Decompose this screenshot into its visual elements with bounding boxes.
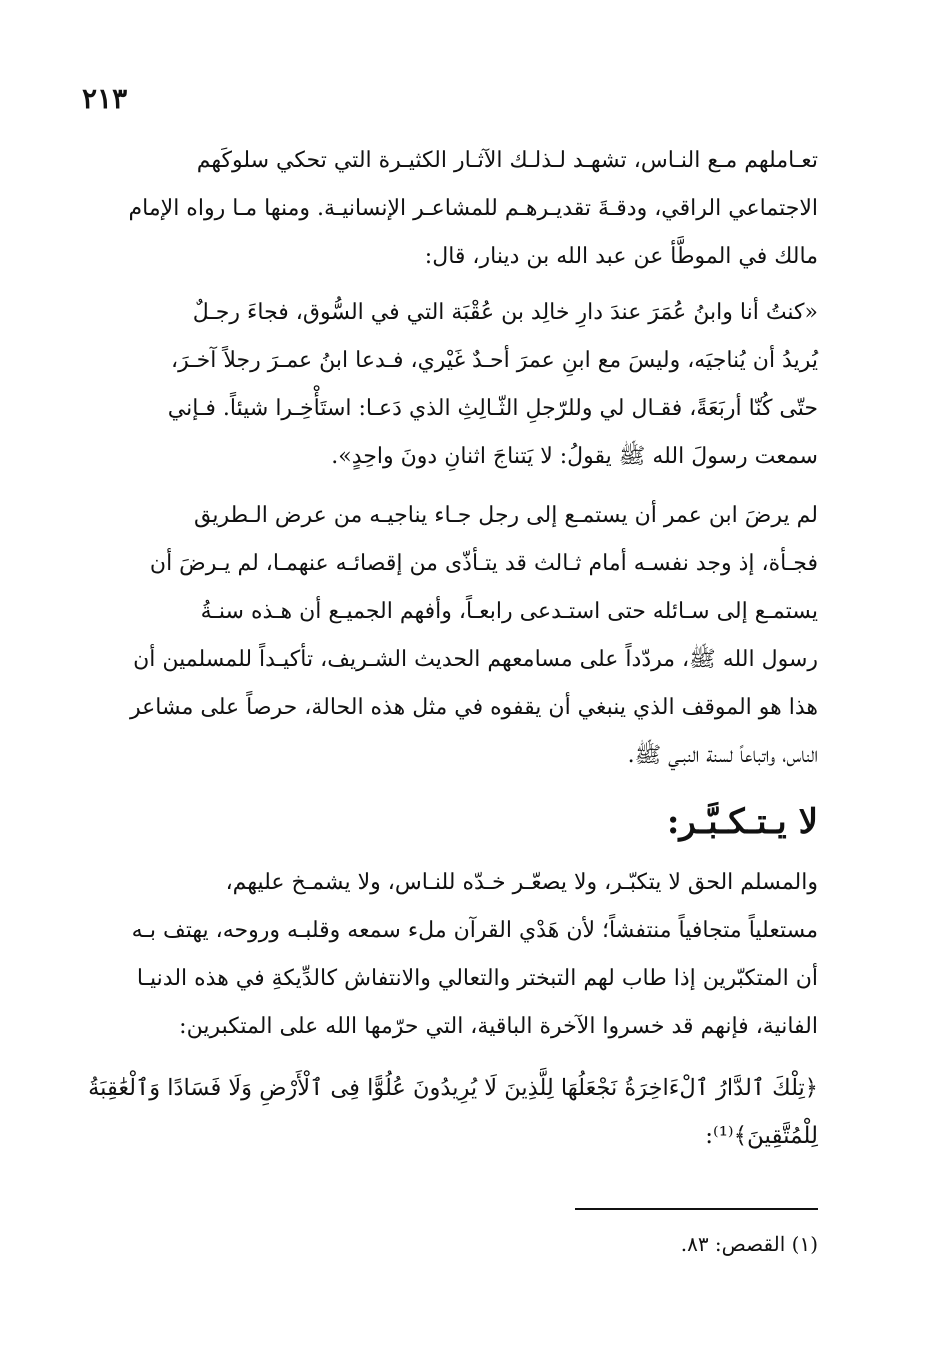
text-line: يستمـع إلى سـائله حتى استـدعى رابعـاً، وأفهم الجميـع أن هـذه سنـةُ (200, 599, 818, 624)
verse-line: ﴿تِلْكَ ٱلدَّارُ ٱلْءَاخِرَةُ نَجْعَلُهَا لِلَّذِينَ لَا يُرِيدُونَ عُلُوًّا فِى ٱلْأَرْضِ وَلَا فَسَادًا وَٱلْعَٰقِبَةُ (88, 1075, 818, 1101)
text-line: الاجتماعي الراقي، ودقـةَ تقديـرهـم للمشاعـر الإنسانيـة. ومنها مـا رواه الإمام (128, 196, 818, 221)
footnote: (١) القصص: ٨٣. (680, 1232, 818, 1256)
text-line: رسول الله ﷺ، مردّداً على مسامعهم الحديث الشـريف، تأكيـداً للمسلمين أن (133, 647, 818, 672)
text-line: لم يرضَ ابن عمر أن يستمـع إلى رجل جـاء يناجيـه من عرض الـطريق (193, 503, 818, 528)
paragraph-commentary (80, 492, 818, 780)
paragraph-arrogance (80, 859, 818, 1051)
text-line: فجـأة، إذ وجد نفسـه أمام ثـالث قد يتـأذّى من إقصائـه عنهمـا، لم يـرضَ أن (149, 551, 818, 576)
text-line: هذا هو الموقف الذي ينبغي أن يقفوه في مثل هذه الحالة، حرصاً على مشاعر (130, 695, 818, 720)
text-line: مستعلياً متجافياً منتفشاً؛ لأن هَدْي القرآن ملء سمعه وقلبـه وروحه، يهتف بـه (131, 918, 818, 943)
text-line: تعـاملهم مـع النـاس، تشهـد لـذلـك الآثـار الكثيـرة التي تحكي سلوكَهم (196, 148, 818, 173)
text-line: مالك في الموطَّأ عن عبد الله بن دينار، قال: (424, 244, 818, 269)
text-line: والمسلم الحق لا يتكبّـر، ولا يصعّـر خـدّه للنـاس، ولا يشمـخ عليهم، (225, 870, 818, 895)
verse-line: لِلْمُتَّقِينَ﴾⁽¹⁾: (705, 1123, 818, 1149)
text-line: «كنتُ أنا وابنُ عُمَرَ عندَ دارِ خالِد بن عُقْبَة التي في السُّوق، فجاءَ رجـلٌ (192, 300, 818, 325)
page-number: ٢١٣ (82, 82, 128, 115)
text-line: الفانية، فإنهم قد خسروا الآخرة الباقية، التي حرّمها الله على المتكبرين: (179, 1014, 818, 1039)
hadith-quote (80, 289, 818, 481)
text-line: سمعت رسولَ الله ﷺ يقولُ: لا يَتناجَ اثنانِ دونَ واحِدٍ». (331, 444, 818, 469)
paragraph-intro (80, 137, 818, 281)
footnote-divider (575, 1208, 818, 1210)
text-line: أن المتكبّرين إذا طاب لهم التبختر والتعالي والانتفاش كالدِّيكةِ في هذه الدنيـا (136, 966, 818, 991)
text-line: يُريدُ أن يُناجيَه، وليسَ مع ابنِ عمرَ أحـدٌ غَيْري، فـدعا ابنُ عمـرَ رجلاً آخـرَ، (171, 348, 818, 373)
text-line: حتّى كُنّا أربَعَةً، فقـال لي وللرّجلِ الثّـالِثِ الذي دَعـا: استَأْخِـرا شيئاً. فـإني (167, 396, 818, 421)
section-heading: لا يـتـكـبَّـر: (666, 802, 818, 842)
text-line: الناس، واتباعاً لسنة النبـي ﷺ. (627, 743, 818, 768)
quran-verse (80, 1064, 818, 1160)
